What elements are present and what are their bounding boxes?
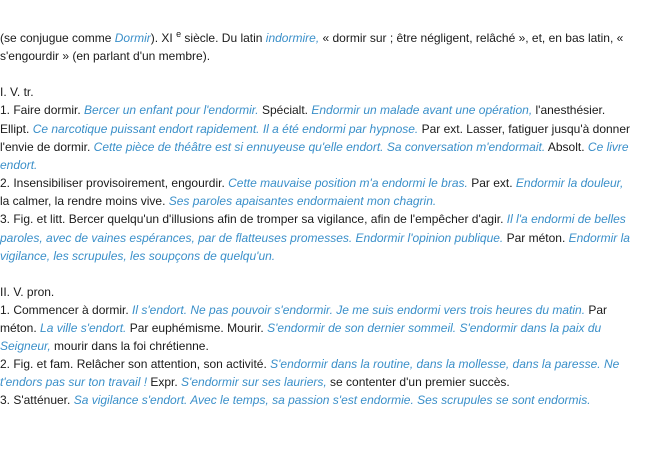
- def-1-3-line-2: paroles, avec de vaines espérances, par de flatteuses promesses. Endormir l'opinion publique. Par méton. Endormir la: [0, 231, 630, 245]
- def-1-1-line-2: Ellipt. Ce narcotique puissant endort rapidement. Il a été endormi par hypnose. Par ext. Lasser, fatiguer jusqu'à donner: [0, 122, 631, 136]
- def-1-3-line-3: vigilance, les scrupules, les soupçons de quelqu'un.: [0, 249, 276, 263]
- section-heading-2: II. V. pron.: [0, 285, 55, 299]
- etymology-line-2: s'engourdir » (en parlant d'un membre).: [0, 49, 211, 63]
- def-1-1-line-1: 1. Faire dormir. Bercer un enfant pour l'endormir. Spécialt. Endormir un malade avant une opération, l'anesthésier.: [0, 103, 606, 117]
- def-1-3-line-1: 3. Fig. et litt. Bercer quelqu'un d'illusions afin de tromper sa vigilance, afin de l'empêcher d'agir. Il l'a endormi de belles: [0, 212, 626, 226]
- def-2-3-line-1: 3. S'atténuer. Sa vigilance s'endort. Avec le temps, sa passion s'est endormie. Ses scrupules se sont endormis.: [0, 393, 591, 407]
- def-1-1-line-4: endort.: [0, 158, 38, 172]
- link-dormir[interactable]: Dormir: [114, 31, 151, 45]
- def-2-1-line-1: 1. Commencer à dormir. Il s'endort. Ne pas pouvoir s'endormir. Je me suis endormi vers trois heures du matin. Par: [0, 303, 608, 317]
- def-2-2-line-2: t'endors pas sur ton travail ! Expr. S'endormir sur ses lauriers, se contenter d'un premier succès.: [0, 375, 510, 389]
- def-2-1-line-2: méton. La ville s'endort. Par euphémisme. Mourir. S'endormir de son dernier sommeil. S'endormir dans la paix du: [0, 321, 602, 335]
- def-1-2-line-1: 2. Insensibiliser provisoirement, engourdir. Cette mauvaise position m'a endormi le bras. Par ext. Endormir la douleur,: [0, 176, 624, 190]
- def-2-2-line-1: 2. Fig. et fam. Relâcher son attention, son activité. S'endormir dans la routine, dans la mollesse, dans la paresse. Ne: [0, 357, 620, 371]
- section-heading-1: I. V. tr.: [0, 85, 34, 99]
- def-1-1-line-3: l'envie de dormir. Cette pièce de théâtre est si ennuyeuse qu'elle endort. Sa conversation m'endormait. Absolt. Ce livre: [0, 140, 629, 154]
- def-1-2-line-2: la calmer, la rendre moins vive. Ses paroles apaisantes endormaient mon chagrin.: [0, 194, 437, 208]
- etymology-line-1: (se conjugue comme Dormir). XI $^e$ siècle. Du latin indormire, « dormir sur ; être négligent, relâché », et, en bas latin, «: [0, 29, 624, 45]
- def-2-1-line-3: Seigneur, mourir dans la foi chrétienne.: [0, 339, 209, 353]
- link-indormire[interactable]: indormire,: [265, 31, 320, 45]
